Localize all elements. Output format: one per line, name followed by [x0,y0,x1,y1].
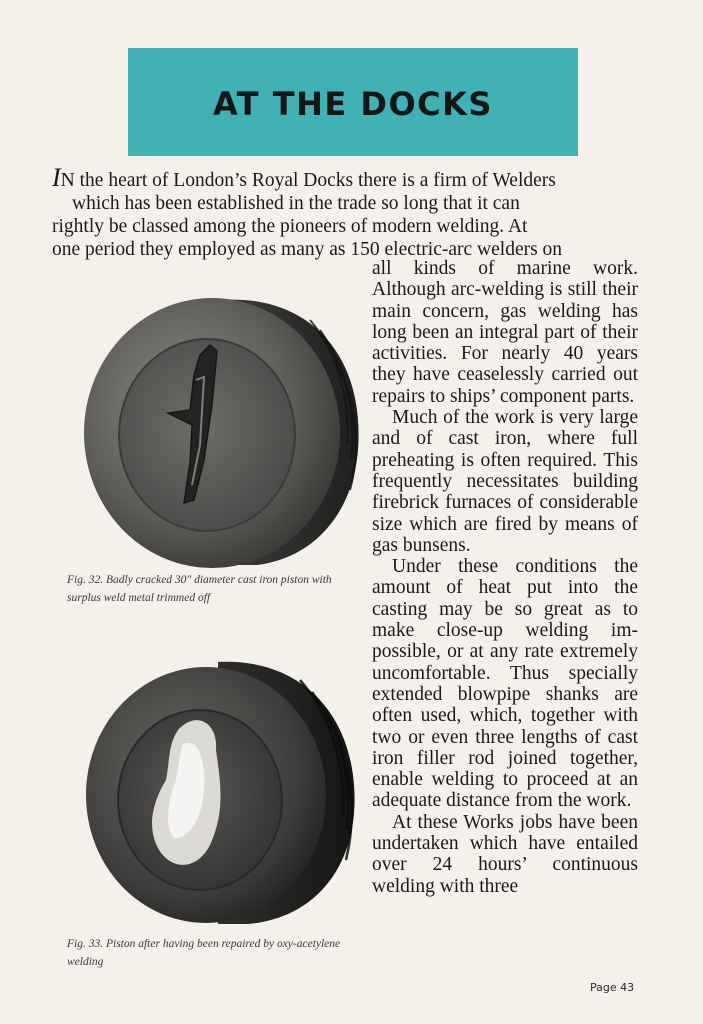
drop-cap-letter: I [52,163,61,192]
lead-line-3: rightly be classed among the pioneers of modern welding. At [52,216,528,237]
cracked-piston-photo [72,285,364,570]
page-number: Page 43 [590,981,635,994]
body-column [372,258,638,897]
lead-line-1-text: N the heart of London’s Royal Docks there is a firm of Welders [60,170,556,191]
lead-paragraph [52,163,638,261]
repaired-piston-photo [78,650,358,928]
figure-33-caption: Fig. 33. Piston after having been repaired by oxy-acetylene welding [67,938,341,968]
page-title: AT THE DOCKS [213,85,493,123]
lead-line-2: which has been established in the trade so long that it can [72,193,520,214]
body-paragraph-4: At these Works jobs have been undertaken which have entailed over 24 hours’ continuous welding with three [372,811,638,897]
body-paragraph-1: all kinds of marine work. Although arc-welding is still their main concern, gas welding has long been an integral part of their activities. For nearly 40 years they have ceaselessly carried out repairs to ships’ component parts. [372,258,638,407]
figure-32-caption: Fig. 32. Badly cracked 30″ diameter cast iron piston with surplus weld metal trimmed off [67,574,332,604]
lead-line-4: one period they employed as many as 150 electric-arc welders on [52,239,563,260]
body-paragraph-2: Much of the work is very large and of cast iron, where full preheating is often required. This frequently necessitates building firebrick furnaces of considerable size which are fired by means of gas bunsens. [372,407,638,556]
lead-line-1 [52,163,638,192]
body-paragraph-3: Under these conditions the amount of heat put into the casting may be so great as to make close-up welding impossible, or at any rate extremely uncomfortable. Thus specially extended blowpipe shanks are often used, which, together with two or even three lengths of cast iron filler rod joined together, enable welding to proceed at an adequate distance from the work. [372,556,638,812]
title-banner [128,48,578,156]
